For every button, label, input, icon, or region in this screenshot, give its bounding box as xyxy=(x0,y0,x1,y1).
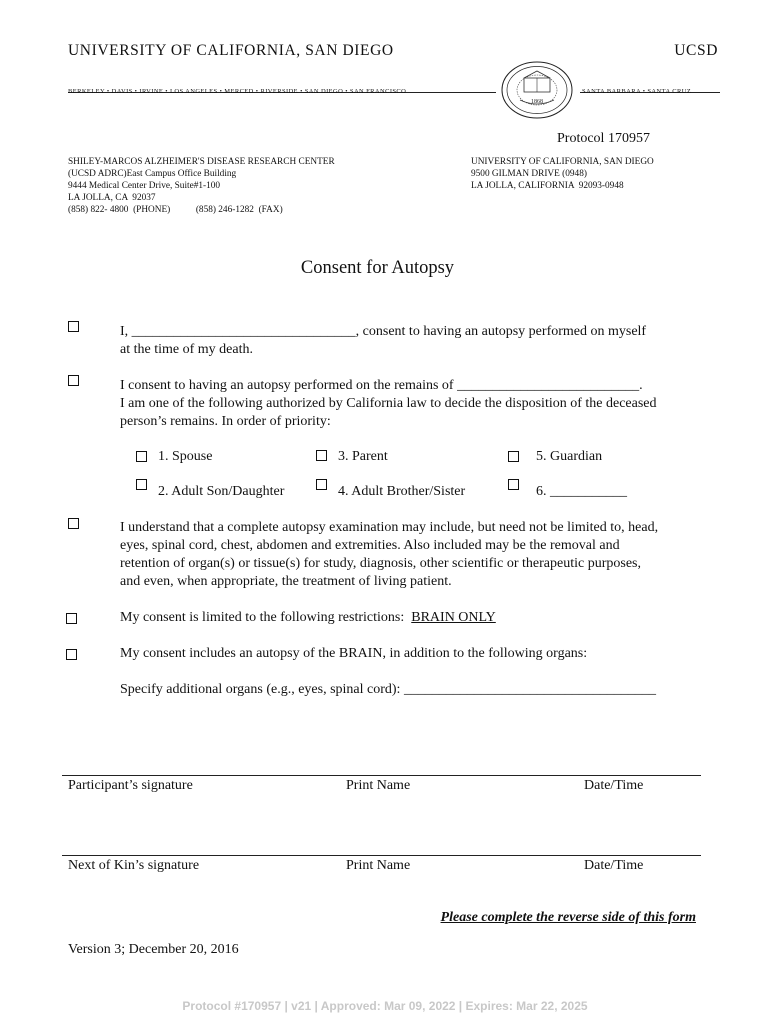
priority-spouse-checkbox[interactable] xyxy=(136,451,147,462)
address-line: LA JOLLA, CA 92037 xyxy=(68,193,156,203)
consent-self-checkbox[interactable] xyxy=(68,321,79,332)
consent-understand-line: eyes, spinal cord, chest, abdomen and extremities. Also included may be the removal and xyxy=(120,538,620,553)
priority-parent-label: 3. Parent xyxy=(338,449,388,464)
address-line: 9500 GILMAN DRIVE (0948) xyxy=(471,169,587,179)
consent-understand-line: I understand that a complete autopsy examination may include, but need not be limited to, head, xyxy=(120,520,659,535)
participant-signature-label: Participant’s signature xyxy=(68,778,193,793)
consent-limited-checkbox[interactable] xyxy=(66,613,77,624)
adrc-address-block xyxy=(68,156,335,216)
address-line: (858) 822- 4800 (PHONE) (858) 246-1282 (FAX) xyxy=(68,205,283,215)
participant-date-time-label: Date/Time xyxy=(584,778,644,793)
consent-understand-checkbox[interactable] xyxy=(68,518,79,529)
consent-remains-line: I am one of the following authorized by California law to decide the disposition of the deceased xyxy=(120,396,657,411)
version-label: Version 3; December 20, 2016 xyxy=(68,942,239,957)
approval-footer: Protocol #170957 | v21 | Approved: Mar 09, 2022 | Expires: Mar 22, 2025 xyxy=(182,999,588,1013)
address-line: (UCSD ADRC)East Campus Office Building xyxy=(68,169,237,179)
participant-signature-line xyxy=(62,775,701,776)
address-line: LA JOLLA, CALIFORNIA 92093-0948 xyxy=(471,181,624,191)
campus-list-left: BERKELEY • DAVIS • IRVINE • LOS ANGELES • MERCED • RIVERSIDE • SAN DIEGO • SAN FRANCISCO xyxy=(68,88,407,95)
consent-self-line: at the time of my death. xyxy=(120,342,253,357)
address-line: UNIVERSITY OF CALIFORNIA, SAN DIEGO xyxy=(471,157,654,167)
consent-limited-text xyxy=(120,609,496,627)
specify-organs-field[interactable]: Specify additional organs (e.g., eyes, spinal cord): ____________________________________ xyxy=(120,682,656,697)
participant-print-name-label: Print Name xyxy=(346,778,411,793)
priority-other-label: 6. ___________ xyxy=(536,484,627,499)
consent-remains-text xyxy=(120,377,657,431)
priority-guardian-checkbox[interactable] xyxy=(508,451,519,462)
next-of-kin-signature-label: Next of Kin’s signature xyxy=(68,858,200,873)
form-title: Consent for Autopsy xyxy=(300,258,455,278)
consent-remains-checkbox[interactable] xyxy=(68,375,79,386)
ucsd-address-block xyxy=(471,156,654,192)
priority-adult-sibling-checkbox[interactable] xyxy=(316,479,327,490)
consent-brain-organs-checkbox[interactable] xyxy=(66,649,77,660)
university-name: UNIVERSITY OF CALIFORNIA, SAN DIEGO xyxy=(68,42,394,59)
priority-adult-sibling-label: 4. Adult Brother/Sister xyxy=(338,484,466,499)
consent-understand-text xyxy=(120,519,658,591)
consent-remains-line: I consent to having an autopsy performed on the remains of __________________________. xyxy=(120,378,643,393)
priority-other-checkbox[interactable] xyxy=(508,479,519,490)
consent-limited-prefix: My consent is limited to the following restrictions: xyxy=(120,610,412,625)
next-of-kin-date-time-label: Date/Time xyxy=(584,858,644,873)
consent-self-text xyxy=(120,323,646,359)
address-line: SHILEY-MARCOS ALZHEIMER'S DISEASE RESEARCH CENTER xyxy=(68,157,335,167)
campus-list-right: SANTA BARBARA • SANTA CRUZ xyxy=(582,88,692,95)
address-line: 9444 Medical Center Drive, Suite#1-100 xyxy=(68,181,221,191)
consent-self-line: I, ________________________________, consent to having an autopsy performed on myself xyxy=(120,324,647,339)
consent-understand-line: and even, when appropriate, the treatment of living patient. xyxy=(120,574,452,589)
priority-parent-checkbox[interactable] xyxy=(316,450,327,461)
reverse-side-note: Please complete the reverse side of this form xyxy=(440,910,696,925)
next-of-kin-print-name-label: Print Name xyxy=(346,858,411,873)
university-seal-icon xyxy=(500,60,574,120)
next-of-kin-signature-line xyxy=(62,855,701,856)
ucsd-abbreviation: UCSD xyxy=(674,42,718,59)
consent-remains-line: person’s remains. In order of priority: xyxy=(120,414,331,429)
priority-guardian-label: 5. Guardian xyxy=(536,449,603,464)
consent-limited-restriction: BRAIN ONLY xyxy=(411,610,496,625)
protocol-number: Protocol 170957 xyxy=(557,131,650,146)
priority-adult-child-label: 2. Adult Son/Daughter xyxy=(158,484,285,499)
seal-year: 1868 xyxy=(531,99,543,105)
priority-adult-child-checkbox[interactable] xyxy=(136,479,147,490)
consent-brain-organs-text: My consent includes an autopsy of the BRAIN, in addition to the following organs: xyxy=(120,646,588,661)
consent-understand-line: retention of organ(s) or tissue(s) for study, diagnosis, other scientific or therapeutic purposes, xyxy=(120,556,641,571)
priority-spouse-label: 1. Spouse xyxy=(158,449,213,464)
